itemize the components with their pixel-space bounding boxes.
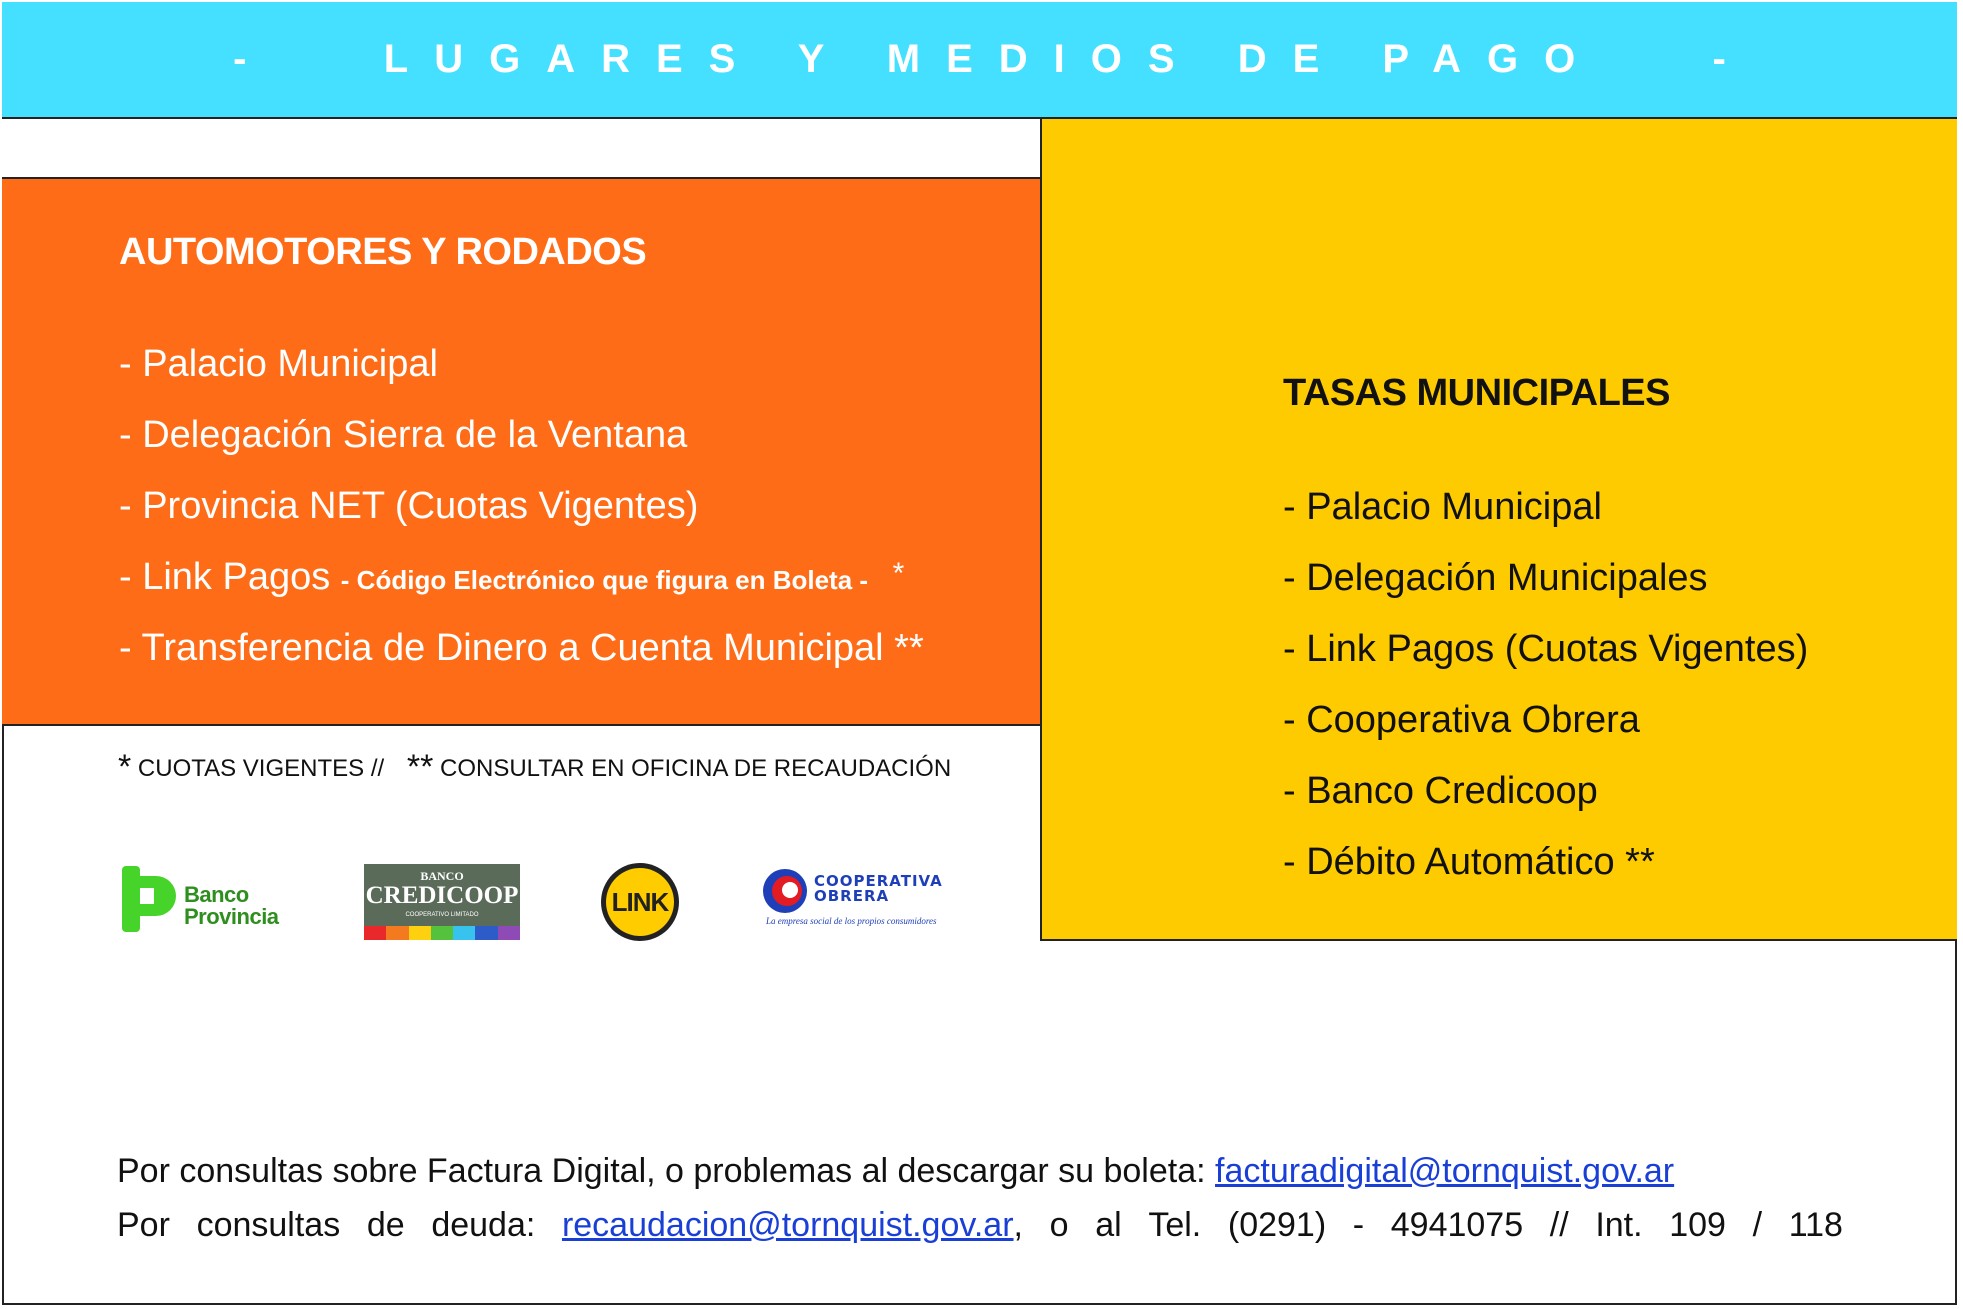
recaudacion-email-link[interactable]: recaudacion@tornquist.gov.ar	[561, 1206, 1014, 1244]
tasas-item-palacio: - Palacio Municipal	[1283, 486, 1602, 528]
cooperativa-line1: COOPERATIVA	[814, 872, 943, 890]
footer-word: -	[1352, 1206, 1365, 1244]
link-pagos-note: - Código Electrónico que figura en Boleta -	[340, 565, 869, 595]
cooperativa-tagline: La empresa social de los propios consumidores	[766, 916, 937, 926]
link-logo	[600, 862, 680, 942]
footer-extension: 109	[1669, 1206, 1726, 1244]
banco-provincia-icon	[122, 866, 178, 932]
footnote-star-2: **	[406, 748, 434, 786]
automotores-panel	[2, 177, 1042, 726]
cooperativa-line2: OBRERA	[814, 887, 890, 905]
credicoop-logo	[364, 864, 520, 940]
white-strip	[2, 119, 1042, 177]
cooperativa-obrera-logo	[762, 868, 982, 938]
credicoop-top: BANCO	[420, 869, 464, 883]
credicoop-name: CREDICOOP	[365, 882, 519, 909]
tasas-item-link-pagos: - Link Pagos (Cuotas Vigentes)	[1283, 628, 1809, 670]
footnote	[118, 748, 951, 787]
link-logo-text: LINK	[611, 887, 669, 917]
footnote-star-1: *	[118, 748, 132, 786]
tasas-title: TASAS MUNICIPALES	[1283, 372, 1670, 414]
footer-word: //	[1549, 1206, 1569, 1244]
automotores-item-provincia-net: - Provincia NET (Cuotas Vigentes)	[119, 485, 699, 527]
footer-word: o	[1049, 1206, 1069, 1244]
footer-word: al	[1095, 1206, 1122, 1244]
link-pagos-mark: *	[892, 557, 905, 590]
cooperativa-circle-icon	[762, 868, 808, 914]
footer-word: Por	[117, 1206, 170, 1244]
banco-provincia-logo	[122, 866, 292, 932]
tasas-panel	[1040, 119, 1957, 941]
footer-word: /	[1752, 1206, 1763, 1244]
automotores-title: AUTOMOTORES Y RODADOS	[119, 231, 647, 273]
footer-word: Tel.	[1148, 1206, 1202, 1244]
footer-word: consultas	[196, 1206, 341, 1244]
footer-word: deuda:	[431, 1206, 536, 1244]
automotores-item-palacio: - Palacio Municipal	[119, 343, 438, 385]
footer-extension: 118	[1788, 1206, 1843, 1244]
header-banner	[2, 2, 1957, 119]
credicoop-sub: COOPERATIVO LIMITADO	[405, 912, 479, 918]
automotores-item-delegacion: - Delegación Sierra de la Ventana	[119, 414, 688, 456]
tasas-item-delegacion: - Delegación Municipales	[1283, 557, 1708, 599]
footer-line-2	[117, 1206, 1843, 1245]
automotores-item-transferencia: - Transferencia de Dinero a Cuenta Municipal **	[119, 627, 924, 669]
footer-word: Int.	[1595, 1206, 1643, 1244]
page-title: - LUGARES Y MEDIOS DE PAGO -	[233, 37, 1752, 81]
footnote-text-1: CUOTAS VIGENTES //	[137, 755, 385, 782]
tasas-item-credicoop: - Banco Credicoop	[1283, 770, 1598, 812]
banco-provincia-line2: Provincia	[184, 904, 279, 929]
footer-phone-number: 4941075	[1390, 1206, 1524, 1244]
footer-word: ,	[1013, 1206, 1023, 1244]
footer-line-1	[117, 1152, 1843, 1191]
credicoop-color-bar	[364, 926, 520, 940]
automotores-item-link-pagos	[119, 556, 904, 599]
link-pagos-label: - Link Pagos	[119, 556, 331, 598]
banco-provincia-line1: Banco	[184, 882, 249, 907]
tasas-item-debito: - Débito Automático **	[1283, 841, 1655, 883]
tasas-item-cooperativa: - Cooperativa Obrera	[1283, 699, 1640, 741]
footer-phone-area: (0291)	[1227, 1206, 1327, 1244]
footer-line1-text: Por consultas sobre Factura Digital, o problemas al descargar su boleta:	[117, 1152, 1206, 1190]
factura-digital-email-link[interactable]: facturadigital@tornquist.gov.ar	[1215, 1152, 1675, 1190]
footer-word: de	[366, 1206, 405, 1244]
footnote-text-2: CONSULTAR EN OFICINA DE RECAUDACIÓN	[439, 755, 952, 782]
